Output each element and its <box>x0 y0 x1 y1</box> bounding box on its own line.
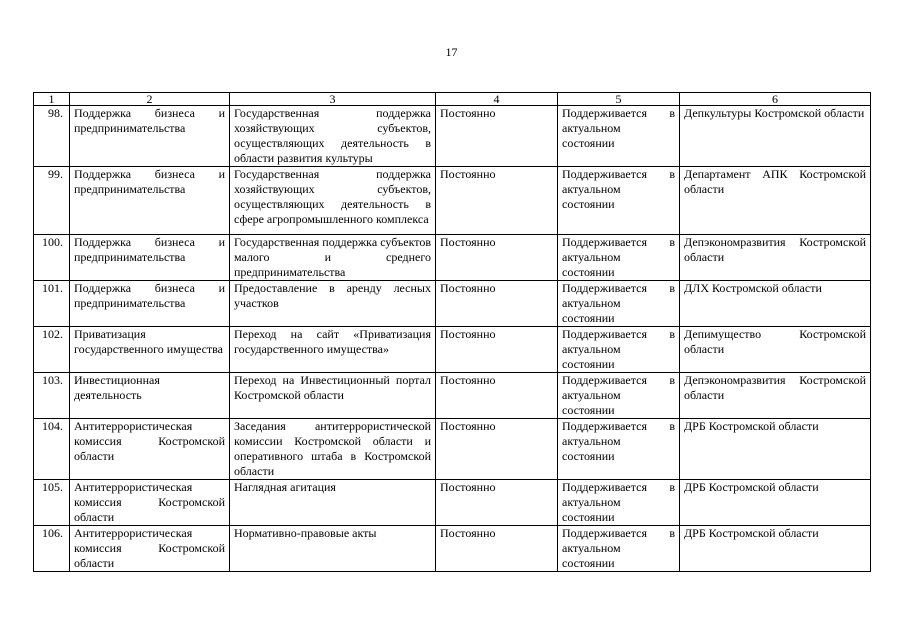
table-row <box>34 281 871 327</box>
responsible-cell: ДРБ Костромской области <box>680 526 871 572</box>
status-cell: Поддерживается в актуальном состоянии <box>558 327 680 373</box>
status-cell: Поддерживается в актуальном состоянии <box>558 526 680 572</box>
service-cell: Государственная поддержка хозяйствующих субъектов, осуществляющих деятельность в области развития культуры <box>230 106 436 167</box>
responsible-cell: Депэкономразвития Костромской области <box>680 235 871 281</box>
section-cell: Приватизация государственного имущества <box>70 327 230 373</box>
document-table <box>33 92 871 572</box>
section-cell: Антитеррористическая комиссия Костромской области <box>70 526 230 572</box>
column-header-6: 6 <box>680 93 871 106</box>
section-cell: Антитеррористическая комиссия Костромской области <box>70 419 230 480</box>
service-cell: Наглядная агитация <box>230 480 436 526</box>
period-cell: Постоянно <box>436 419 558 480</box>
responsible-cell: Депкультуры Костромской области <box>680 106 871 167</box>
responsible-cell: ДЛХ Костромской области <box>680 281 871 327</box>
responsible-cell: ДРБ Костромской области <box>680 480 871 526</box>
table-row <box>34 235 871 281</box>
row-number-cell: 100. <box>34 235 70 281</box>
row-number-cell: 101. <box>34 281 70 327</box>
table-row <box>34 480 871 526</box>
row-number-cell: 104. <box>34 419 70 480</box>
row-number-cell: 103. <box>34 373 70 419</box>
responsible-cell: Депэкономразвития Костромской области <box>680 373 871 419</box>
row-number-cell: 98. <box>34 106 70 167</box>
period-cell: Постоянно <box>436 526 558 572</box>
section-cell: Антитеррористическая комиссия Костромской области <box>70 480 230 526</box>
status-cell: Поддерживается в актуальном состоянии <box>558 281 680 327</box>
period-cell: Постоянно <box>436 281 558 327</box>
service-cell: Нормативно-правовые акты <box>230 526 436 572</box>
status-cell: Поддерживается в актуальном состоянии <box>558 480 680 526</box>
column-header-1: 1 <box>34 93 70 106</box>
service-cell: Государственная поддержка субъектов малого и среднего предпринимательства <box>230 235 436 281</box>
column-header-4: 4 <box>436 93 558 106</box>
section-cell: Поддержка бизнеса и предпринимательства <box>70 106 230 167</box>
section-cell: Инвестиционная деятельность <box>70 373 230 419</box>
table-row <box>34 167 871 235</box>
responsible-cell: Депимущество Костромской области <box>680 327 871 373</box>
period-cell: Постоянно <box>436 167 558 235</box>
period-cell: Постоянно <box>436 235 558 281</box>
service-cell: Переход на Инвестиционный портал Костромской области <box>230 373 436 419</box>
table-row <box>34 419 871 480</box>
period-cell: Постоянно <box>436 106 558 167</box>
service-cell: Переход на сайт «Приватизация государственного имущества» <box>230 327 436 373</box>
section-cell: Поддержка бизнеса и предпринимательства <box>70 235 230 281</box>
status-cell: Поддерживается в актуальном состоянии <box>558 235 680 281</box>
table-row <box>34 327 871 373</box>
table-row <box>34 106 871 167</box>
status-cell: Поддерживается в актуальном состоянии <box>558 167 680 235</box>
column-header-2: 2 <box>70 93 230 106</box>
service-cell: Государственная поддержка хозяйствующих субъектов, осуществляющих деятельность в сфере агропромышленного комплекса <box>230 167 436 235</box>
status-cell: Поддерживается в актуальном состоянии <box>558 419 680 480</box>
period-cell: Постоянно <box>436 327 558 373</box>
service-cell: Заседания антитеррористической комиссии Костромской области и оперативного штаба в Костромской области <box>230 419 436 480</box>
status-cell: Поддерживается в актуальном состоянии <box>558 106 680 167</box>
responsible-cell: Департамент АПК Костромской области <box>680 167 871 235</box>
status-cell: Поддерживается в актуальном состоянии <box>558 373 680 419</box>
table-row <box>34 526 871 572</box>
period-cell: Постоянно <box>436 480 558 526</box>
period-cell: Постоянно <box>436 373 558 419</box>
section-cell: Поддержка бизнеса и предпринимательства <box>70 281 230 327</box>
row-number-cell: 99. <box>34 167 70 235</box>
service-cell: Предоставление в аренду лесных участков <box>230 281 436 327</box>
column-header-3: 3 <box>230 93 436 106</box>
section-cell: Поддержка бизнеса и предпринимательства <box>70 167 230 235</box>
responsible-cell: ДРБ Костромской области <box>680 419 871 480</box>
row-number-cell: 106. <box>34 526 70 572</box>
row-number-cell: 105. <box>34 480 70 526</box>
page-number: 17 <box>445 45 458 59</box>
header-row <box>34 93 871 106</box>
row-number-cell: 102. <box>34 327 70 373</box>
table-row <box>34 373 871 419</box>
column-header-5: 5 <box>558 93 680 106</box>
